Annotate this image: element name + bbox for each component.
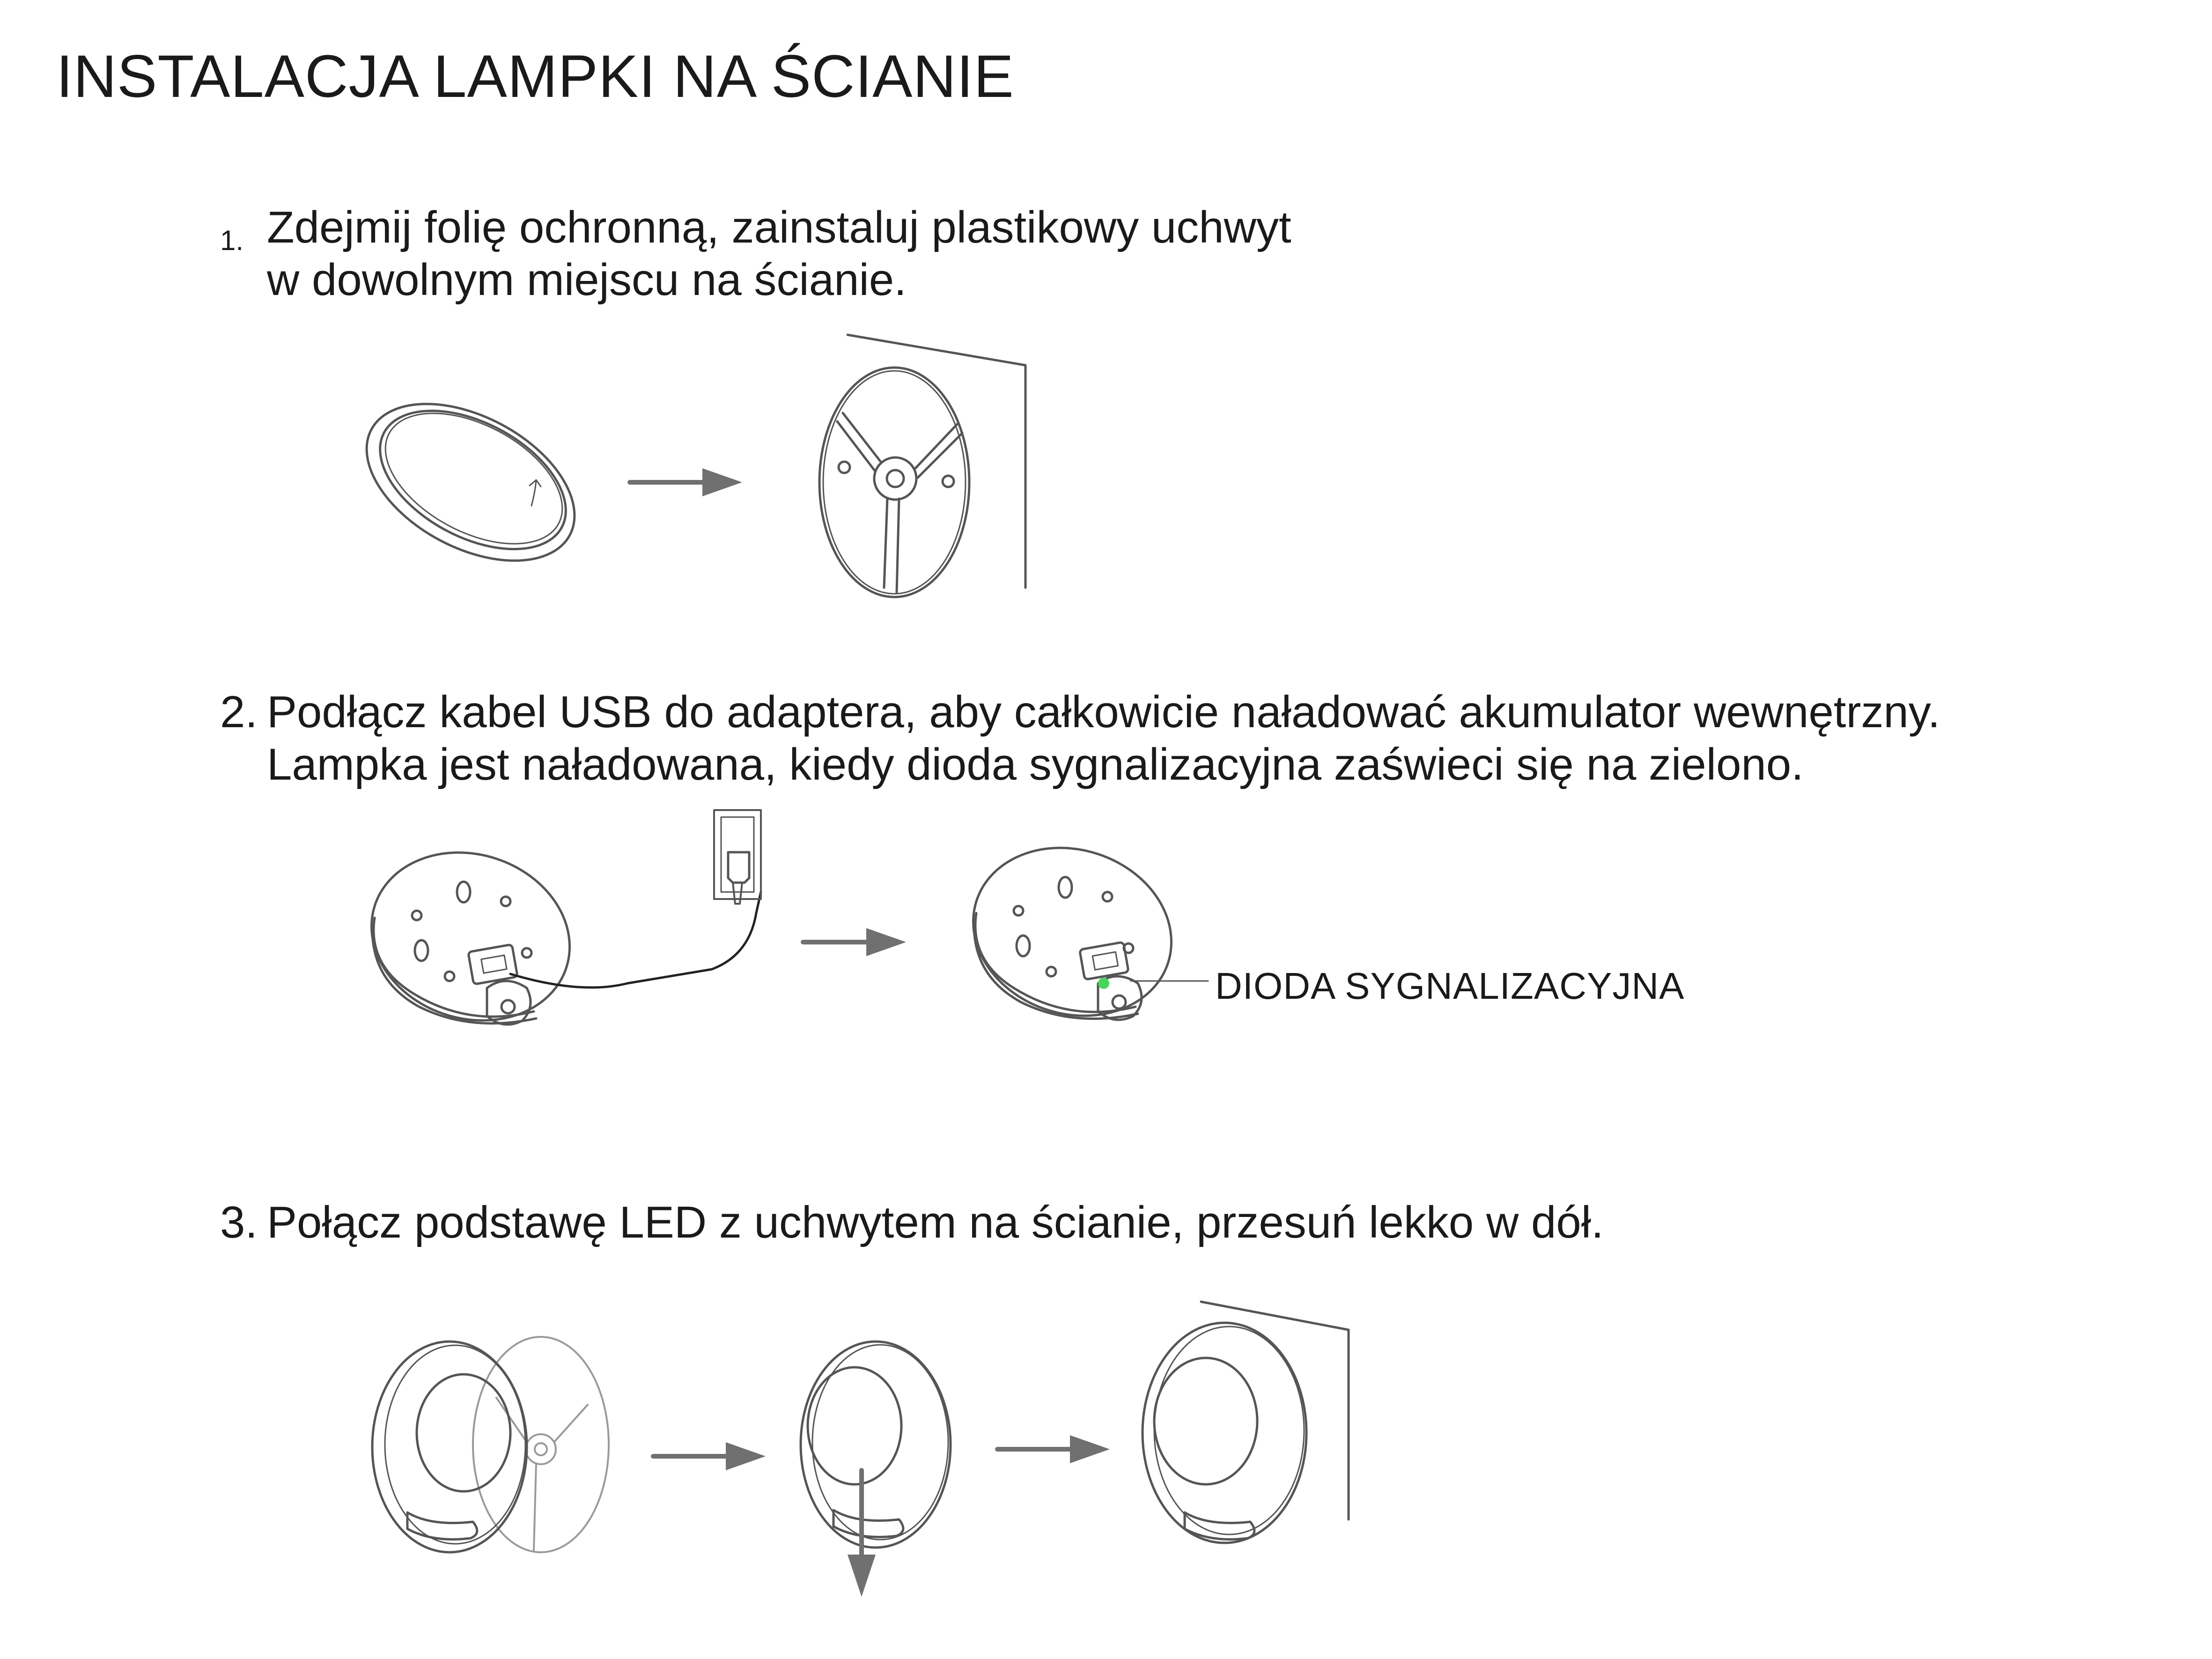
arrow-right-4 xyxy=(997,1435,1110,1463)
step-1-number: 1. xyxy=(220,225,244,256)
lamp-charged-illustration xyxy=(951,823,1208,1041)
step-3-number: 3. xyxy=(220,1197,258,1247)
lamp-charging-illustration xyxy=(349,810,761,1046)
diode-label: DIODA SYGNALIZACYJNA xyxy=(1215,965,1685,1007)
step-2-number: 2. xyxy=(220,687,258,737)
wall-holder-illustration xyxy=(819,335,1025,597)
step-2-line-2: Lampka jest naładowana, kiedy dioda sygnalizacyjna zaświeci się na zielono. xyxy=(267,739,1804,789)
step-1-line-1: Zdejmij folię ochronną, zainstaluj plastikowy uchwyt xyxy=(267,202,1291,252)
diode-indicator-icon xyxy=(1098,978,1109,989)
arrow-right-3 xyxy=(653,1442,766,1470)
lamp-mounted-illustration xyxy=(1143,1302,1349,1543)
page-title: INSTALACJA LAMPKI NA ŚCIANIE xyxy=(56,43,1014,110)
wall-holder-faded-illustration xyxy=(473,1337,609,1552)
arrow-right-1 xyxy=(630,468,742,496)
step-2-line-1: Podłącz kabel USB do adaptera, aby całkowicie naładować akumulator wewnętrzny. xyxy=(267,687,1940,737)
lamp-front-illustration xyxy=(372,1342,527,1552)
step-1-line-2: w dowolnym miejscu na ścianie. xyxy=(267,255,907,305)
adhesive-holder-illustration xyxy=(340,372,600,593)
lamp-slide-illustration xyxy=(801,1342,951,1548)
arrow-right-2 xyxy=(803,928,906,956)
step-3-line-1: Połącz podstawę LED z uchwytem na ścianie, przesuń lekko w dół. xyxy=(267,1197,1604,1247)
